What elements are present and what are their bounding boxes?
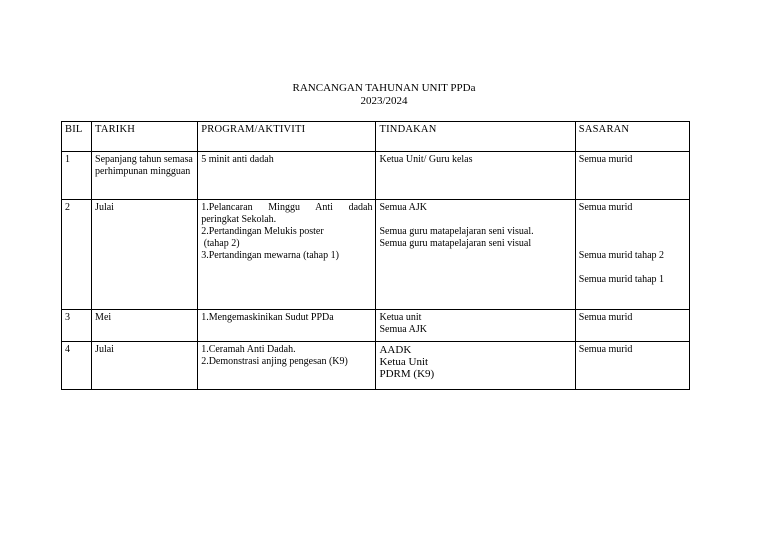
sasaran-line: Semua murid — [578, 312, 633, 323]
year-text: 2023/2024 — [360, 95, 408, 107]
program-line: 3.Pertandingan mewarna (tahap 1) — [201, 250, 339, 261]
title-text: RANCANGAN TAHUNAN UNIT PPDa — [292, 82, 476, 94]
cell-tarikh: Mei — [92, 310, 198, 342]
sasaran-line: Semua murid — [578, 154, 633, 165]
cell-tindakan — [376, 310, 575, 342]
cell-tarikh: Julai — [92, 200, 198, 310]
sasaran-line: Semua murid — [578, 202, 633, 213]
tindakan-line: Ketua Unit — [379, 356, 429, 368]
cell-sasaran — [575, 342, 689, 390]
cell-tindakan — [376, 200, 575, 310]
tindakan-line: Ketua Unit/ Guru kelas — [379, 154, 473, 165]
tindakan-line: Ketua unit — [379, 312, 422, 323]
sasaran-line: Semua murid — [578, 344, 633, 355]
cell-program — [198, 342, 376, 390]
annual-plan-table — [61, 121, 690, 390]
program-line: 1.Ceramah Anti Dadah. — [201, 344, 296, 355]
table-row — [62, 200, 690, 310]
tindakan-line: Semua guru matapelajaran seni visual. — [379, 226, 534, 237]
cell-bil: 3 — [62, 310, 92, 342]
tindakan-line: PDRM (K9) — [379, 368, 435, 380]
tindakan-line: Semua AJK — [379, 202, 427, 213]
sasaran-line: Semua murid tahap 1 — [578, 274, 665, 285]
cell-tindakan — [376, 152, 575, 200]
cell-bil: 1 — [62, 152, 92, 200]
program-line: 1.Pelancaran Minggu Anti dadah peringkat Sekolah. — [201, 202, 373, 225]
cell-tindakan — [376, 342, 575, 390]
sasaran-line: Semua murid tahap 2 — [578, 250, 665, 261]
cell-sasaran — [575, 152, 689, 200]
column-header-bil: BIL — [62, 122, 92, 152]
table-row — [62, 152, 690, 200]
cell-program — [198, 310, 376, 342]
table-row — [62, 310, 690, 342]
cell-program — [198, 152, 376, 200]
column-header-tarikh: TARIKH — [92, 122, 198, 152]
cell-bil: 4 — [62, 342, 92, 390]
document-title — [0, 82, 768, 108]
cell-tarikh: Julai — [92, 342, 198, 390]
table-header-row — [62, 122, 690, 152]
program-line: 2.Demonstrasi anjing pengesan (K9) — [201, 356, 348, 367]
cell-program — [198, 200, 376, 310]
column-header-tindakan: TINDAKAN — [376, 122, 575, 152]
table-row — [62, 342, 690, 390]
cell-sasaran — [575, 310, 689, 342]
column-header-program: PROGRAM/AKTIVITI — [198, 122, 376, 152]
tindakan-line: AADK — [379, 344, 412, 356]
tindakan-line: Semua guru matapelajaran seni visual — [379, 238, 532, 249]
tindakan-line: Semua AJK — [379, 324, 427, 335]
cell-sasaran — [575, 200, 689, 310]
program-line: 2.Pertandingan Melukis poster — [201, 226, 324, 237]
cell-bil: 2 — [62, 200, 92, 310]
column-header-sasaran: SASARAN — [575, 122, 689, 152]
program-line: 5 minit anti dadah — [201, 154, 274, 165]
cell-tarikh: Sepanjang tahun semasa perhimpunan mingguan — [92, 152, 198, 200]
program-line: 1.Mengemaskinikan Sudut PPDa — [201, 312, 334, 323]
program-line: (tahap 2) — [201, 238, 240, 249]
